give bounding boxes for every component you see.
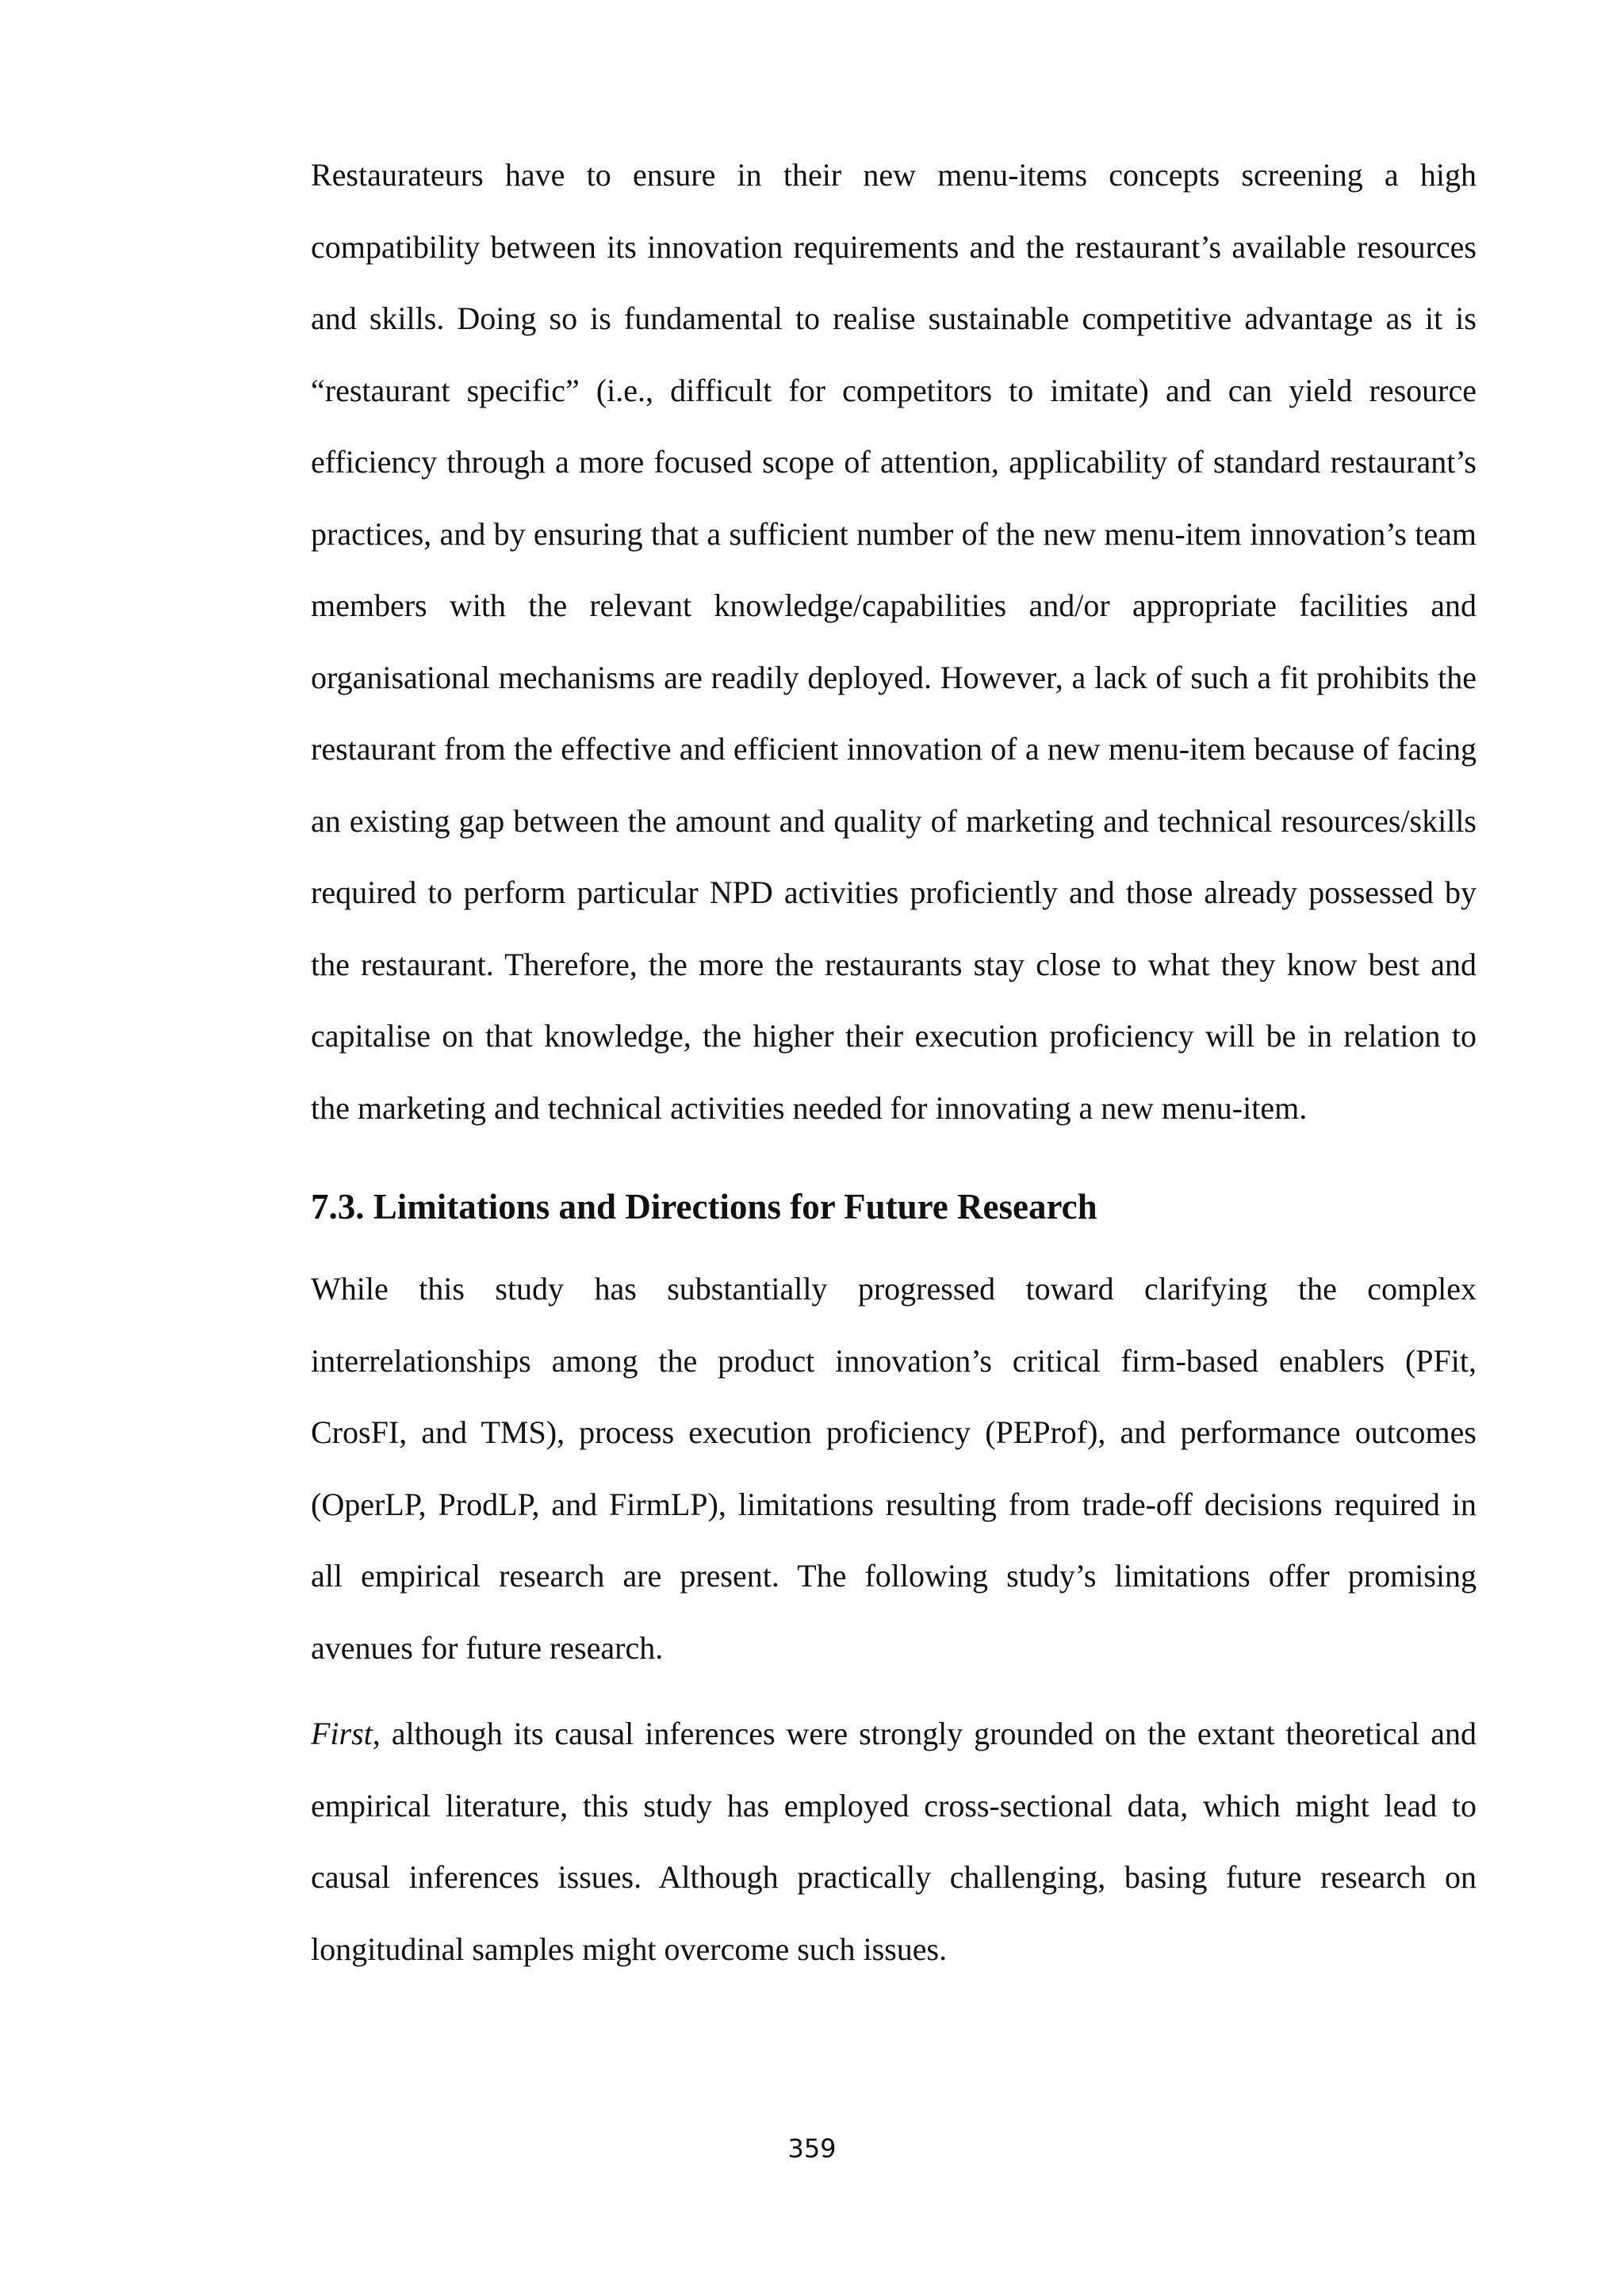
paragraph-body-text: , although its causal inferences were strongly grounded on the extant theoretical and empirical literature, this study has employed cross-sectional data, which might lead to causal inferences issues. Although practically challenging, basing future research on longitudinal samples might overcome such issues. bbox=[311, 1716, 1477, 1967]
section-heading: 7.3. Limitations and Directions for Future Research bbox=[311, 1187, 1097, 1226]
paragraph-lead-word: First bbox=[311, 1716, 373, 1751]
paragraph-restaurant-fit: Restaurateurs have to ensure in their new menu-items concepts screening a high compatibility between its innovation requirements and the restaurant’s available resources and skills. Doing so is fundamental to realise sustainable competitive advantage as it is “restaurant specific” (i.e., difficult for competitors to imitate) and can yield resource efficiency through a more focused scope of attention, applicability of standard restaurant’s practices, and by ensuring that a sufficient number of the new menu-item innovation’s team members with the relevant knowledge/capabilities and/or appropriate facilities and organisational mechanisms are readily deployed. However, a lack of such a fit prohibits the restaurant from the effective and efficient innovation of a new menu-item because of facing an existing gap between the amount and quality of marketing and technical resources/skills required to perform particular NPD activities proficiently and those already possessed by the restaurant. Therefore, the more the restaurants stay close to what they know best and capitalise on that knowledge, the higher their execution proficiency will be in relation to the marketing and technical activities needed for innovating a new menu-item. bbox=[311, 157, 1477, 1126]
paragraph-limitations-intro: While this study has substantially progressed toward clarifying the complex interrelationships among the product innovation’s critical firm-based enablers (PFit, CrosFI, and TMS), process execution proficiency (PEProf), and performance outcomes (OperLP, ProdLP, and FirmLP), limitations resulting from trade-off decisions required in all empirical research are present. The following study’s limitations offer promising avenues for future research. bbox=[311, 1271, 1477, 1666]
paragraph-first-limitation bbox=[311, 1698, 1477, 1985]
page-number: 359 bbox=[787, 2133, 837, 2164]
page-content bbox=[311, 140, 1477, 1985]
